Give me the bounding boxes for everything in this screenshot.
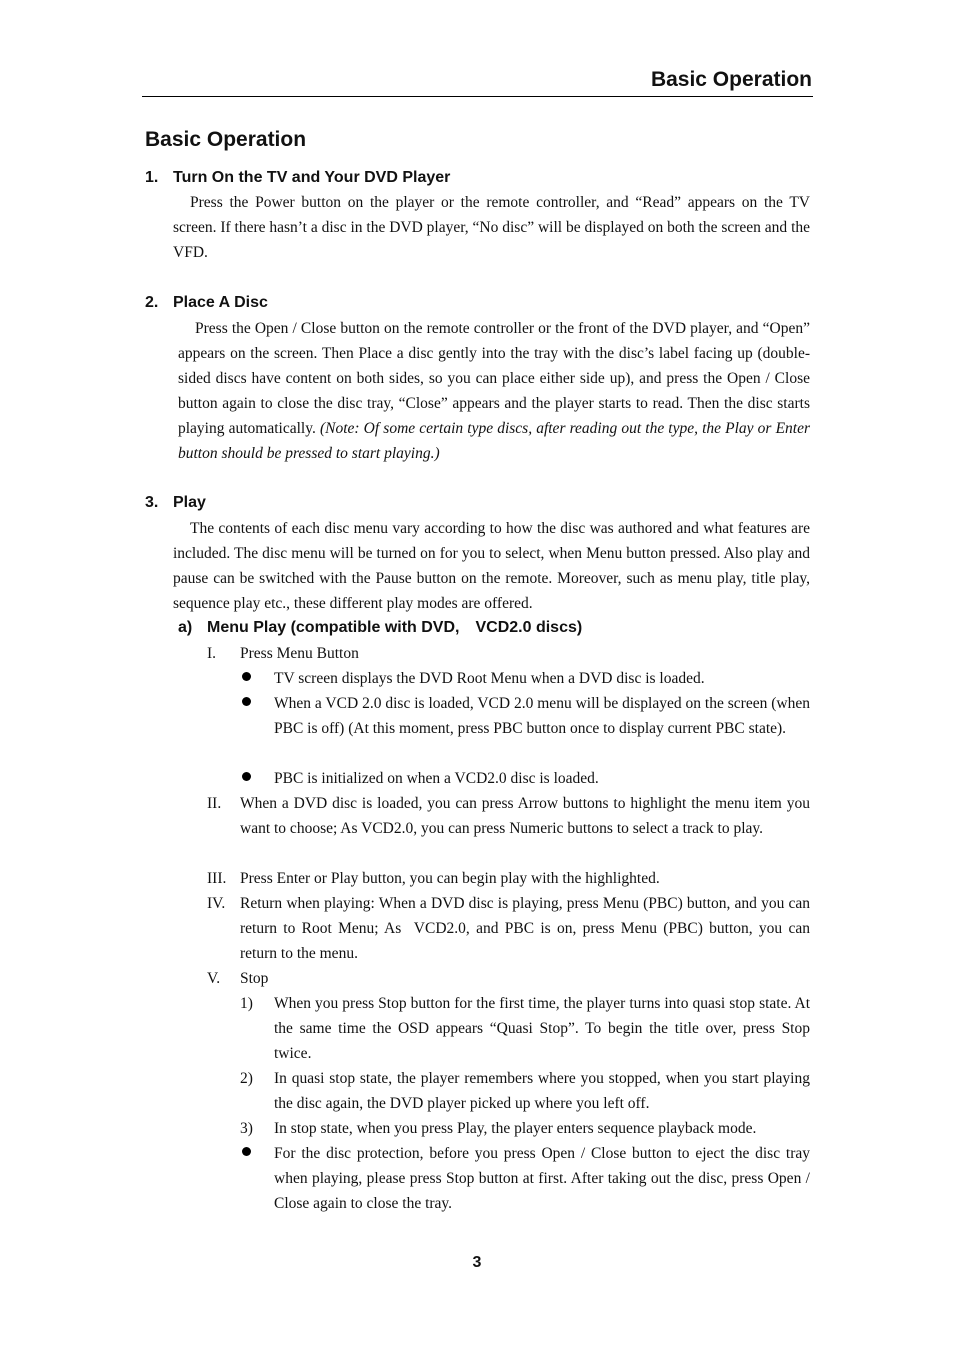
numbered-item: In stop state, when you press Play, the player enters sequence playback mode. [274, 1120, 757, 1137]
bullet-item: For the disc protection, before you press Open / Close button to eject the disc tray when playing, please press Stop button at first. After taking out the disc, press Open / Close again to close the tray. [274, 1145, 810, 1212]
section-3-body: The contents of each disc menu vary according to how the disc was authored and what features are included. The disc menu will be turned on for you to select, when Menu button pressed. Also play and pause can be switched with the Pause button on the remote. Moreover, such as menu play, title play, sequence play etc., these different play modes are offered. [173, 520, 810, 612]
bullet-item: When a VCD 2.0 disc is loaded, VCD 2.0 menu will be displayed on the screen (when PBC is off) (At this moment, press PBC button once to display current PBC state). [274, 695, 810, 737]
section-1-body: Press the Power button on the player or the remote controller, and “Read” appears on the TV screen. If there hasn’t a disc in the DVD player, “No disc” will be displayed on both the screen and the VFD. [173, 194, 810, 261]
step-text: Press Menu Button [240, 645, 359, 662]
step-numeral: III. [207, 870, 227, 887]
bullet-icon [242, 672, 251, 681]
numbered-item: In quasi stop state, the player remembers where you stopped, when you start playing the disc again, the DVD player picked up where you left off. [274, 1070, 810, 1112]
section-2-body [178, 316, 810, 466]
section-2-note: (Note: Of some certain type discs, after reading out the type, the Play or Enter button should be pressed to start playing.) [178, 420, 811, 462]
subsection-a-heading [178, 617, 582, 639]
bullet-icon [242, 697, 251, 706]
section-title: Place A Disc [173, 294, 268, 311]
step-text: When a DVD disc is loaded, you can press Arrow buttons to highlight the menu item you want to choose; As VCD2.0, you can press Numeric buttons to select a track to play. [240, 795, 810, 837]
numbered-marker: 1) [240, 995, 253, 1012]
section-number: 1. [145, 169, 159, 186]
section-1-heading [145, 167, 450, 189]
step-numeral: V. [207, 970, 221, 987]
numbered-marker: 3) [240, 1120, 253, 1137]
step-text: Return when playing: When a DVD disc is playing, press Menu (PBC) button, and you can return to Root Menu; As VCD2.0, and PBC is on, press Menu (PBC) button, you can return to the menu. [240, 895, 810, 962]
subsection-title: Menu Play (compatible with DVD, VCD2.0 discs) [207, 619, 583, 636]
bullet-icon [242, 1147, 251, 1156]
bullet-item: TV screen displays the DVD Root Menu when a DVD disc is loaded. [274, 670, 705, 687]
bullet-icon [242, 772, 251, 781]
step-text: Press Enter or Play button, you can begin play with the highlighted. [240, 870, 660, 887]
numbered-marker: 2) [240, 1070, 253, 1087]
section-title: Turn On the TV and Your DVD Player [173, 169, 451, 186]
subsection-label: a) [178, 619, 193, 636]
numbered-item: When you press Stop button for the first time, the player turns into quasi stop state. At the same time the OSD appears “Quasi Stop”. To begin the title over, press Stop twice. [274, 995, 810, 1062]
step-numeral: II. [207, 795, 222, 812]
page-title: Basic Operation [145, 128, 307, 151]
bullet-item: PBC is initialized on when a VCD2.0 disc is loaded. [274, 770, 599, 787]
header-rule [142, 96, 813, 97]
section-title: Play [173, 494, 206, 511]
step-numeral: IV. [207, 895, 226, 912]
section-2-text: Press the Open / Close button on the remote controller or the front of the DVD player, and “Open” appears on the screen. Then Place a disc gently into the tray with the disc’s label facing up (double-sided discs have content on both sides, so you can place either side up), and press the Open / Close button again to close the disc tray, “Close” appears and the player starts to read. Then the disc starts playing automatically. [178, 320, 810, 437]
step-numeral: I. [207, 645, 217, 662]
page-number: 3 [472, 1254, 482, 1271]
section-3-heading [145, 492, 206, 514]
running-header: Basic Operation [650, 68, 812, 91]
section-number: 3. [145, 494, 159, 511]
section-number: 2. [145, 294, 159, 311]
step-text: Stop [240, 970, 269, 987]
section-2-heading [145, 292, 268, 314]
